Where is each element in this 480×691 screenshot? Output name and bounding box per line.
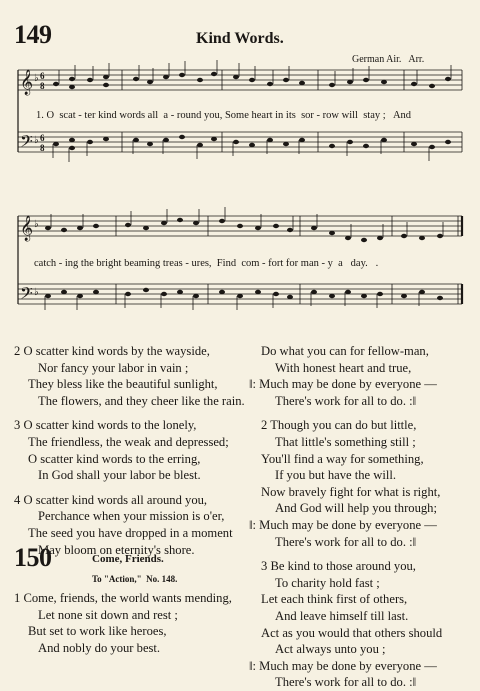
verse-3-line-1: 3 O scatter kind words to the lonely, — [14, 418, 197, 433]
right-block-1-line-2: With honest heart and true, — [275, 360, 412, 375]
hymn-title-149: Kind Words. — [196, 30, 284, 47]
verse-4-line-2: Perchance when your mission is o'er, — [38, 509, 225, 524]
right-verse-3-line-4: And leave himself till last. — [275, 608, 409, 623]
verse-3-line-4: In God shall your labor be blest. — [38, 468, 201, 483]
right-verse-2-line-6: And God will help you through; — [275, 501, 437, 516]
hymn-150-verse — [14, 590, 232, 656]
right-verse-2-line-3: You'll find a way for something, — [261, 451, 424, 466]
right-block-1-line-4: There's work for all to do. :‖ — [275, 393, 417, 408]
verse-2-line-1: 2 O scatter kind words by the wayside, — [14, 344, 210, 358]
svg-text:𝄞: 𝄞 — [20, 70, 34, 95]
verse-2-line-2: Nor fancy your labor in vain ; — [38, 360, 189, 375]
right-verse-3-line-5: Act as you would that others should — [261, 625, 443, 640]
hymn-attribution: German Air. Arr. — [352, 54, 425, 65]
right-verse-2-line-7: ‖: Much may be done by everyone — — [249, 517, 437, 532]
hymn-150-line-4: And nobly do your best. — [38, 640, 161, 655]
svg-text:𝄢: 𝄢 — [20, 131, 33, 155]
verse-4-line-1: 4 O scatter kind words all around you, — [14, 492, 208, 507]
svg-text:♭: ♭ — [34, 287, 39, 298]
svg-text:♭: ♭ — [34, 135, 39, 146]
right-block-1-line-3: ‖: Much may be done by everyone — — [249, 377, 437, 392]
verses-left-column — [14, 343, 245, 558]
right-verse-2-line-5: Now bravely fight for what is right, — [261, 484, 441, 499]
hymn-150-line-3: But set to work like heroes, — [28, 624, 167, 639]
verse-2-line-4: The flowers, and they cheer like the rain. — [38, 393, 245, 408]
svg-text:𝄢: 𝄢 — [20, 283, 33, 307]
svg-text:♭: ♭ — [34, 73, 39, 84]
right-block-1-line-1: Do what you can for fellow-man, — [261, 344, 429, 358]
hymn-150-line-1: 1 Come, friends, the world wants mending, — [14, 591, 232, 605]
right-verse-3-line-3: Let each think first of others, — [261, 592, 408, 607]
svg-text:8: 8 — [40, 143, 45, 153]
verse-4-line-4: May bloom on eternity's shore. — [38, 542, 195, 557]
svg-text:6: 6 — [40, 133, 45, 143]
right-verse-3-line-2: To charity hold fast ; — [275, 575, 380, 590]
svg-text:♭: ♭ — [34, 219, 39, 230]
right-verse-3-line-7: ‖: Much may be done by everyone — — [249, 658, 437, 673]
lyric-line-2: catch - ing the bright beaming treas - ures, Find com - fort for man - y a day. . — [34, 258, 379, 269]
right-verse-3-line-6: Act always unto you ; — [275, 642, 386, 657]
hymn-150-line-2: Let none sit down and rest ; — [38, 607, 178, 622]
svg-text:6: 6 — [40, 71, 45, 81]
verses-right-column — [249, 343, 443, 691]
right-verse-2-line-4: If you but have the will. — [275, 468, 397, 483]
verse-3-line-3: O scatter kind words to the erring, — [28, 451, 201, 466]
right-verse-2-line-1: 2 Though you can do but little, — [261, 418, 417, 433]
verse-2-line-3: They bless like the beautiful sunlight, — [28, 377, 218, 392]
tune-reference: To "Action," No. 148. — [92, 574, 178, 584]
hymn-title-150: Come, Friends. — [92, 553, 164, 565]
hymn-number-149: 149 — [14, 20, 52, 49]
right-verse-2-line-2: That little's something still ; — [275, 434, 416, 449]
right-verse-3-line-8: There's work for all to do. :‖ — [275, 675, 417, 690]
svg-text:8: 8 — [40, 81, 45, 91]
verse-3-line-2: The friendless, the weak and depressed; — [28, 434, 229, 449]
lyric-line-1: 1. O scat - ter kind words all a - round you, Some heart in its sor - row will stay ; And — [36, 110, 412, 121]
right-verse-3-line-1: 3 Be kind to those around you, — [261, 559, 416, 574]
svg-text:𝄞: 𝄞 — [20, 216, 34, 241]
right-verse-2-line-8: There's work for all to do. :‖ — [275, 534, 417, 549]
hymn-number-150: 150 — [14, 543, 52, 572]
verse-4-line-3: The seed you have dropped in a moment — [28, 525, 233, 540]
